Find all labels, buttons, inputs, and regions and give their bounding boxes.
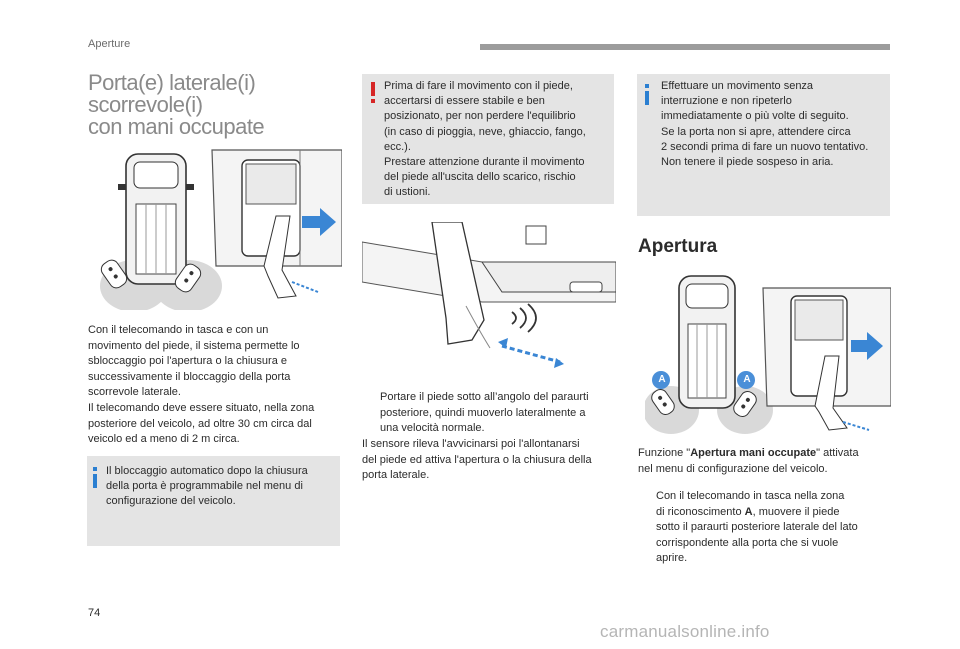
info-line: Il bloccaggio automatico dopo la chiusura: [106, 465, 308, 477]
intro-line: scorrevole laterale.: [88, 386, 181, 399]
figure-apertura-zones: [645, 270, 891, 438]
info-line: 2 secondi prima di fare un nuovo tentativo.: [661, 140, 869, 153]
step-line: una velocità normale.: [380, 422, 485, 435]
intro-line: posteriore del veicolo, ad oltre 30 cm circa dal: [88, 417, 312, 430]
section-label: Aperture: [88, 38, 131, 50]
zone-ref: A: [744, 505, 753, 518]
intro-line: successivamente il bloccaggio della porta: [88, 370, 291, 383]
info-line: interruzione e non ripeterlo: [661, 95, 792, 108]
warning-line: ecc.).: [384, 140, 411, 153]
info-icon-bar: [645, 91, 649, 105]
watermark: carmanualsonline.info: [600, 622, 770, 641]
page-number: 74: [88, 607, 101, 619]
title-line-1: Porta(e) laterale(i) scorrevole(i): [88, 70, 256, 117]
function-prefix: Funzione ": [638, 447, 691, 459]
function-line-2: nel menu di configurazione del veicolo.: [638, 462, 828, 475]
function-suffix: " attivata: [816, 447, 859, 459]
intro-line: sbloccaggio poi l'apertura o la chiusura e: [88, 355, 287, 368]
step-line: Portare il piede sotto all’angolo del paraurti: [380, 391, 589, 403]
info-line: configurazione del veicolo.: [106, 495, 236, 508]
info-icon-bar: [93, 474, 97, 488]
zone-label-a-right: A: [743, 374, 751, 385]
apertura-step-prefix: di riconoscimento: [656, 505, 745, 518]
step-text: [380, 390, 616, 437]
sensor-line: Il sensore rileva l'avvicinarsi poi l'allontanarsi: [362, 438, 580, 450]
apertura-function-text: [638, 446, 898, 477]
intro-line: Con il telecomando in tasca e con un: [88, 324, 269, 336]
warning-line: accertarsi di essere stabile e ben: [384, 95, 545, 108]
intro-line: movimento del piede, il sistema permette lo: [88, 339, 300, 352]
warning-icon: [371, 99, 375, 103]
function-line-1: [638, 446, 898, 462]
warning-line: posizionato, per non perdere l'equilibrio: [384, 110, 576, 123]
apertura-step-line: sotto il paraurti posteriore laterale del lato: [656, 521, 858, 534]
info-line: Se la porta non si apre, attendere circa: [661, 125, 851, 138]
info-box-2-text: [661, 79, 889, 170]
info-icon: [93, 467, 97, 471]
step-line: posteriore, quindi muoverlo lateralmente a: [380, 406, 586, 419]
intro-line: Il telecomando deve essere situato, nella zona: [88, 401, 315, 414]
function-name: Apertura mani occupate: [690, 447, 817, 459]
warning-line: (in caso di pioggia, neve, ghiaccio, fango,: [384, 125, 586, 138]
intro-text: [88, 323, 350, 448]
info-box-1-text: [106, 464, 336, 510]
warning-icon-bar: [371, 82, 375, 96]
info-icon: [645, 84, 649, 88]
title-line-2: con mani occupate: [88, 114, 265, 139]
warning-line: di ustioni.: [384, 186, 431, 199]
info-line: Non tenere il piede sospeso in aria.: [661, 156, 834, 169]
header-bar: [480, 44, 890, 50]
apertura-heading: Apertura: [638, 236, 718, 257]
apertura-step-line: aprire.: [656, 552, 688, 565]
sensor-line: porta laterale.: [362, 469, 430, 482]
info-line: immediatamente o più volte di seguito.: [661, 110, 849, 123]
warning-box-text: [384, 79, 612, 201]
apertura-step-line: corrispondente alla porta che si vuole: [656, 536, 839, 549]
warning-line: del piede all'uscita dello scarico, rischio: [384, 171, 576, 184]
figure-foot-under-bumper: [362, 222, 616, 372]
apertura-step-suffix: , muovere il piede: [752, 505, 840, 518]
sensor-text: [362, 437, 620, 484]
apertura-step-text: [656, 489, 896, 567]
zone-label-a-left: A: [658, 374, 666, 385]
warning-line: Prima di fare il movimento con il piede,: [384, 80, 573, 92]
sensor-line: del piede ed attiva l'apertura o la chiusura della: [362, 453, 592, 466]
page-title: [88, 72, 350, 138]
apertura-step-line: Con il telecomando in tasca nella zona: [656, 490, 845, 502]
warning-line: Prestare attenzione durante il movimento: [384, 156, 585, 169]
figure-van-overview: [96, 146, 342, 310]
intro-line: veicolo ed a meno di 2 m circa.: [88, 433, 240, 446]
apertura-step-line: [656, 505, 896, 521]
info-line: della porta è programmabile nel menu di: [106, 480, 303, 493]
info-line: Effettuare un movimento senza: [661, 80, 814, 92]
